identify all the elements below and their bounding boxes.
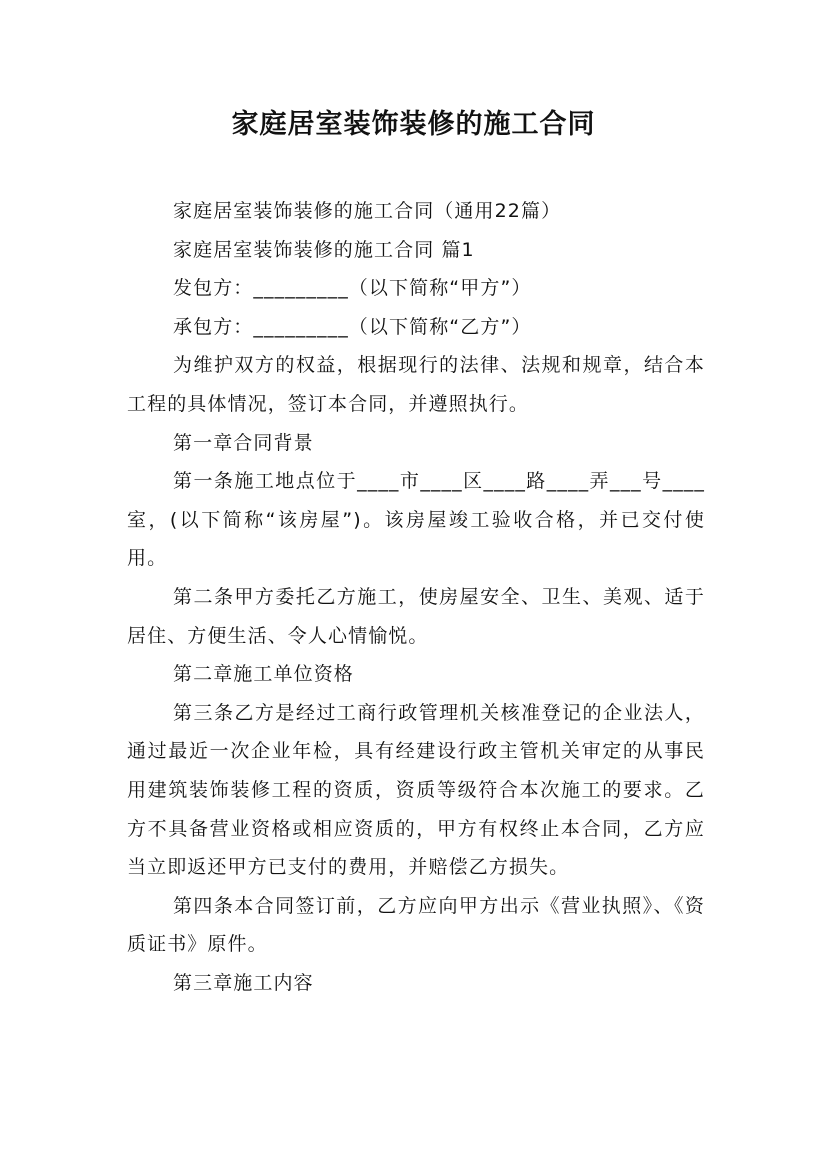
article-4: 第四条本合同签订前，乙方应向甲方出示《营业执照》、《资质证书》原件。 bbox=[127, 894, 705, 956]
document-body bbox=[127, 192, 705, 1002]
party-a-line: 发包方：_________（以下简称“甲方”） bbox=[173, 277, 532, 300]
article-1: 第一条施工地点位于____市____区____路____弄___号____室，(以下简称“该房屋”)。该房屋竣工验收合格，并已交付使用。 bbox=[127, 470, 705, 570]
chapter-heading-3: 第三章施工内容 bbox=[173, 971, 314, 994]
preamble-paragraph: 为维护双方的权益，根据现行的法律、法规和规章，结合本工程的具体情况，签订本合同，并遵照执行。 bbox=[127, 354, 705, 415]
article-2: 第二条甲方委托乙方施工，使房屋安全、卫生、美观、适于居住、方便生活、令人心情愉悦。 bbox=[127, 585, 705, 647]
article-3: 第三条乙方是经过工商行政管理机关核准登记的企业法人，通过最近一次企业年检，具有经建设行政主管机关审定的从事民用建筑装饰装修工程的资质，资质等级符合本次施工的要求。乙方不具备营业资格或相应资质的，甲方有权终止本合同，乙方应当立即返还甲方已支付的费用，并赔偿乙方损失。 bbox=[127, 701, 705, 879]
chapter-heading-2: 第二章施工单位资格 bbox=[173, 663, 354, 686]
section-heading-1: 家庭居室装饰装修的施工合同 篇1 bbox=[173, 238, 475, 261]
subtitle-line: 家庭居室装饰装修的施工合同（通用22篇） bbox=[173, 200, 562, 222]
document-title: 家庭居室装饰装修的施工合同 bbox=[231, 109, 596, 140]
party-b-line: 承包方：_________（以下简称“乙方”） bbox=[173, 315, 532, 338]
chapter-heading-1: 第一章合同背景 bbox=[173, 431, 314, 454]
